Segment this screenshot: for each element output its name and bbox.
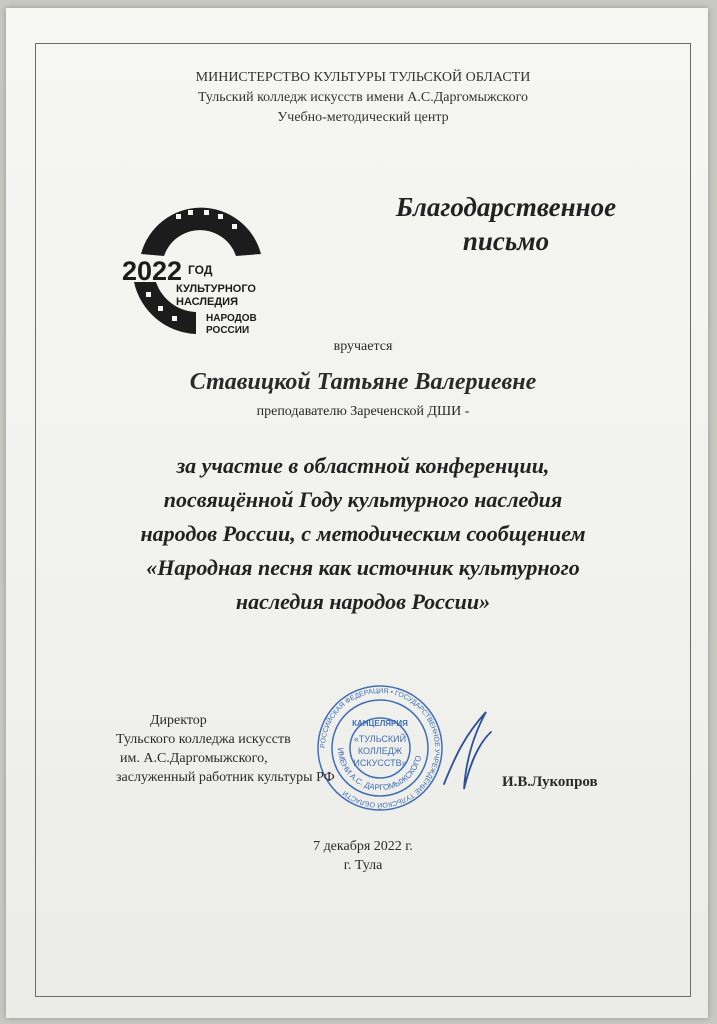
logo-god: ГОД xyxy=(188,263,213,277)
signer-org: Тульского колледжа искусств xyxy=(116,732,291,747)
stamp-inner-text: ИМЕНИ А.С. ДАРГОМЫЖСКОГО xyxy=(335,747,424,793)
reason-line: посвящённой Году культурного наследия xyxy=(163,487,563,512)
logo-line1: КУЛЬТУРНОГО xyxy=(176,283,256,295)
title-line-2: письмо xyxy=(462,226,550,256)
recipient-name: Ставицкой Татьяне Валериевне xyxy=(189,369,537,395)
ministry-name: МИНИСТЕРСТВО КУЛЬТУРЫ ТУЛЬСКОЙ ОБЛАСТИ xyxy=(195,70,531,85)
stamp-outer-text: РОССИЙСКАЯ ФЕДЕРАЦИЯ • ГОСУДАРСТВЕННОЕ УЧРЕЖДЕНИЕ ТУЛЬСКОЙ ОБЛАСТИ xyxy=(319,687,441,809)
award-reason xyxy=(56,449,670,619)
signer-title: Директор xyxy=(150,713,207,728)
stamp-center-2: КОЛЛЕДЖ xyxy=(357,746,403,756)
signer-block xyxy=(116,711,335,787)
issue-city: г. Тула xyxy=(343,858,383,873)
signer-org-name: им. А.С.Даргомыжского, xyxy=(120,751,268,766)
recipient-position: преподавателю Зареченской ДШИ - xyxy=(256,404,470,419)
reason-line: народов России, с методическим сообщением xyxy=(140,521,586,546)
document-title xyxy=(356,190,656,258)
handwritten-signature xyxy=(436,704,496,794)
certificate-sheet xyxy=(6,8,708,1018)
stamp-center-1: «ТУЛЬСКИЙ xyxy=(353,734,407,744)
presented-label: вручается xyxy=(333,339,393,354)
issue-date: 7 декабря 2022 г. xyxy=(313,839,413,854)
logo-line3: НАРОДОВ xyxy=(206,313,257,324)
logo-year: 2022 xyxy=(122,256,183,286)
certificate-frame xyxy=(35,43,691,997)
college-name: Тульский колледж искусств имени А.С.Даргомыжского xyxy=(197,90,529,105)
issue-date-block xyxy=(36,837,690,875)
logo-line4: РОССИИ xyxy=(206,325,250,336)
stamp-top-word: КАНЦЕЛЯРИЯ xyxy=(352,719,408,728)
year-of-heritage-logo xyxy=(116,194,276,344)
reason-line: за участие в областной конференции, xyxy=(176,453,550,478)
logo-line2: НАСЛЕДИЯ xyxy=(176,296,238,308)
title-line-1: Благодарственное xyxy=(395,192,617,222)
center-name: Учебно-методический центр xyxy=(277,110,449,125)
stamp-center-3: ИСКУССТВ» xyxy=(353,758,407,768)
signer-name: И.В.Лукопров xyxy=(502,774,598,790)
signer-honor: заслуженный работник культуры РФ xyxy=(116,770,335,785)
reason-line: «Народная песня как источник культурного xyxy=(146,555,580,580)
official-stamp xyxy=(316,684,444,812)
letterhead xyxy=(36,68,690,128)
reason-line: наследия народов России» xyxy=(235,589,491,614)
